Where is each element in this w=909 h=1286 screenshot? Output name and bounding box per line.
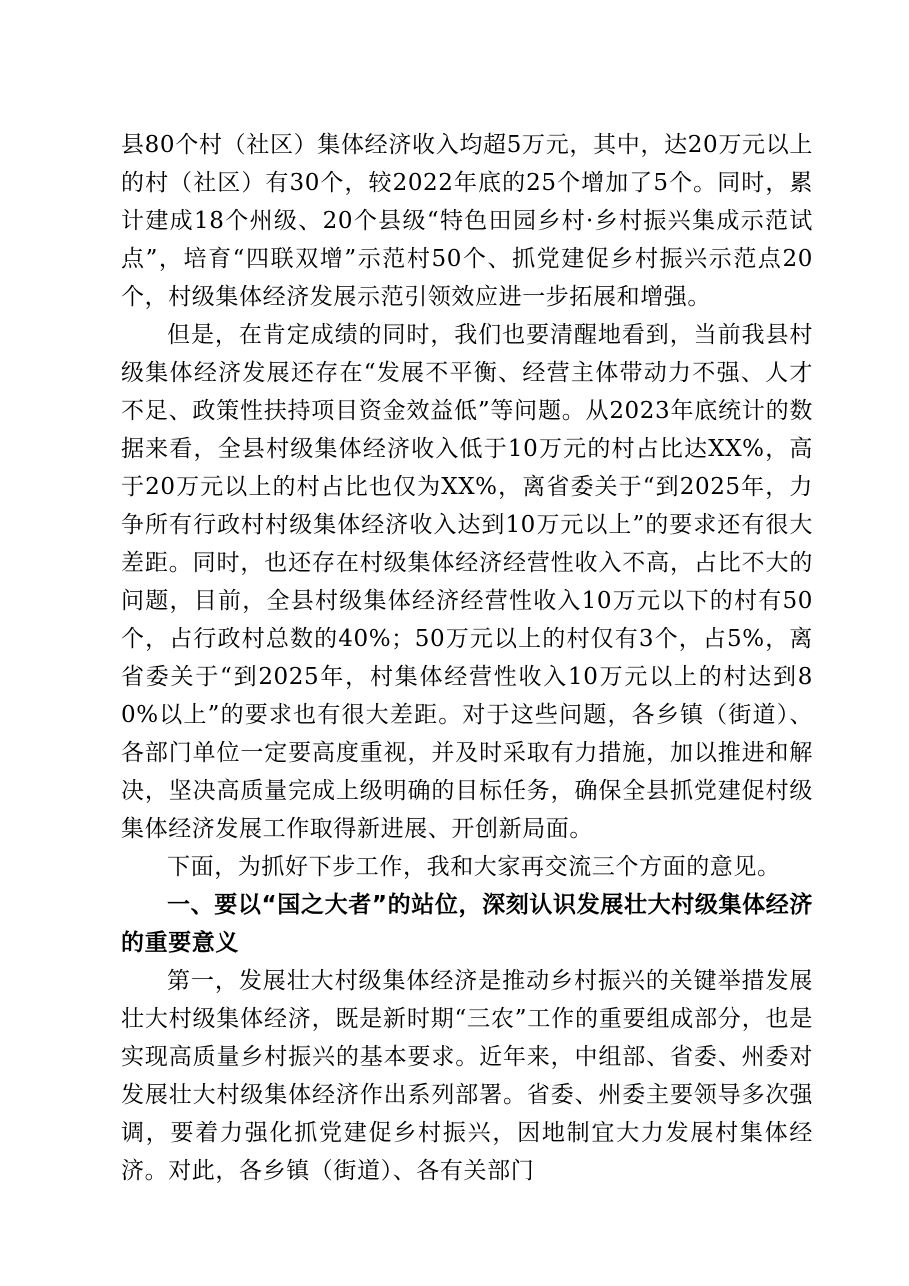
- paragraph-first-point: 第一，发展壮大村级集体经济是推动乡村振兴的关键举措发展壮大村级集体经济，既是新时期“三农”工作的重要组成部分，也是实现高质量乡村振兴的基本要求。近年来，中组部、省委、州委对发展壮大村级集体经济作出系列部署。省委、州委主要领导多次强调，要着力强化抓党建促乡村振兴，因地制宜大力发展村集体经济。对此，各乡镇（街道）、各有关部门: [121, 968, 813, 1184]
- document-page: [121, 126, 813, 1190]
- section-heading: 一、要以“国之大者”的站位，深刻认识发展壮大村级集体经济的重要意义: [121, 892, 813, 956]
- paragraph-transition: 下面，为抓好下步工作，我和大家再交流三个方面的意见。: [167, 854, 781, 880]
- paragraph-problems: 但是，在肯定成绩的同时，我们也要清醒地看到，当前我县村级集体经济发展还存在“发展不平衡、经营主体带动力不强、人才不足、政策性扶持项目资金效益低”等问题。从2023年底统计的数据来看，全县村级集体经济收入低于10万元的村占比达XX%，高于20万元以上的村占比也仅为XX%，离省委关于“到2025年，力争所有行政村村级集体经济收入达到10万元以上”的要求还有很大差距。同时，也还存在村级集体经济经营性收入不高，占比不大的问题，目前，全县村级集体经济经营性收入10万元以下的村有50个，占行政村总数的40%；50万元以上的村仅有3个，占5%，离省委关于“到2025年，村集体经营性收入10万元以上的村达到80%以上”的要求也有很大差距。对于这些问题，各乡镇（街道）、各部门单位一定要高度重视，并及时采取有力措施，加以推进和解决，坚决高质量完成上级明确的目标任务，确保全县抓党建促村级集体经济发展工作取得新进展、开创新局面。: [121, 322, 813, 842]
- paragraph-achievements: 县80个村（社区）集体经济收入均超5万元，其中，达20万元以上的村（社区）有30个，较2022年底的25个增加了5个。同时，累计建成18个州级、20个县级“特色田园乡村·乡村振兴集成示范试点”，培育“四联双增”示范村50个、抓党建促乡村振兴示范点20个，村级集体经济发展示范引领效应进一步拓展和增强。: [121, 132, 813, 310]
